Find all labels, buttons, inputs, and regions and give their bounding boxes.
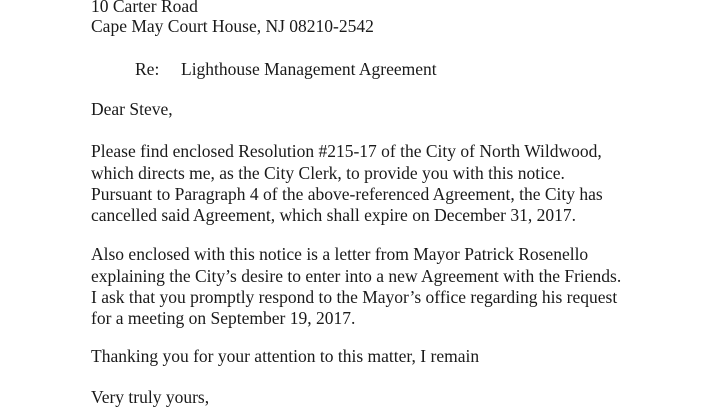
paragraph-2-line: for a meeting on September 19, 2017. (91, 308, 356, 328)
paragraph-2-line: explaining the City’s desire to enter into a new Agreement with the Friends. (91, 266, 622, 286)
paragraph-2-line: Also enclosed with this notice is a letter from Mayor Patrick Rosenello (91, 244, 589, 264)
address-street: 10 Carter Road (91, 0, 198, 16)
paragraph-2-line: I ask that you promptly respond to the Mayor’s office regarding his request (91, 287, 618, 307)
address-city-line: Cape May Court House, NJ 08210-2542 (91, 16, 374, 36)
sign-off: Very truly yours, (91, 387, 210, 407)
paragraph-1-line: Pursuant to Paragraph 4 of the above-referenced Agreement, the City has (91, 184, 603, 204)
paragraph-1-line: which directs me, as the City Clerk, to provide you with this notice. (91, 163, 565, 183)
paragraph-1-line: Please find enclosed Resolution #215-17 of the City of North Wildwood, (91, 141, 602, 161)
subject-label: Re: (135, 59, 160, 79)
closing-line: Thanking you for your attention to this matter, I remain (91, 346, 480, 366)
salutation: Dear Steve, (91, 99, 173, 119)
paragraph-1-line: cancelled said Agreement, which shall expire on December 31, 2017. (91, 205, 576, 225)
subject-line (135, 58, 437, 80)
subject-text: Lighthouse Management Agreement (181, 59, 437, 79)
